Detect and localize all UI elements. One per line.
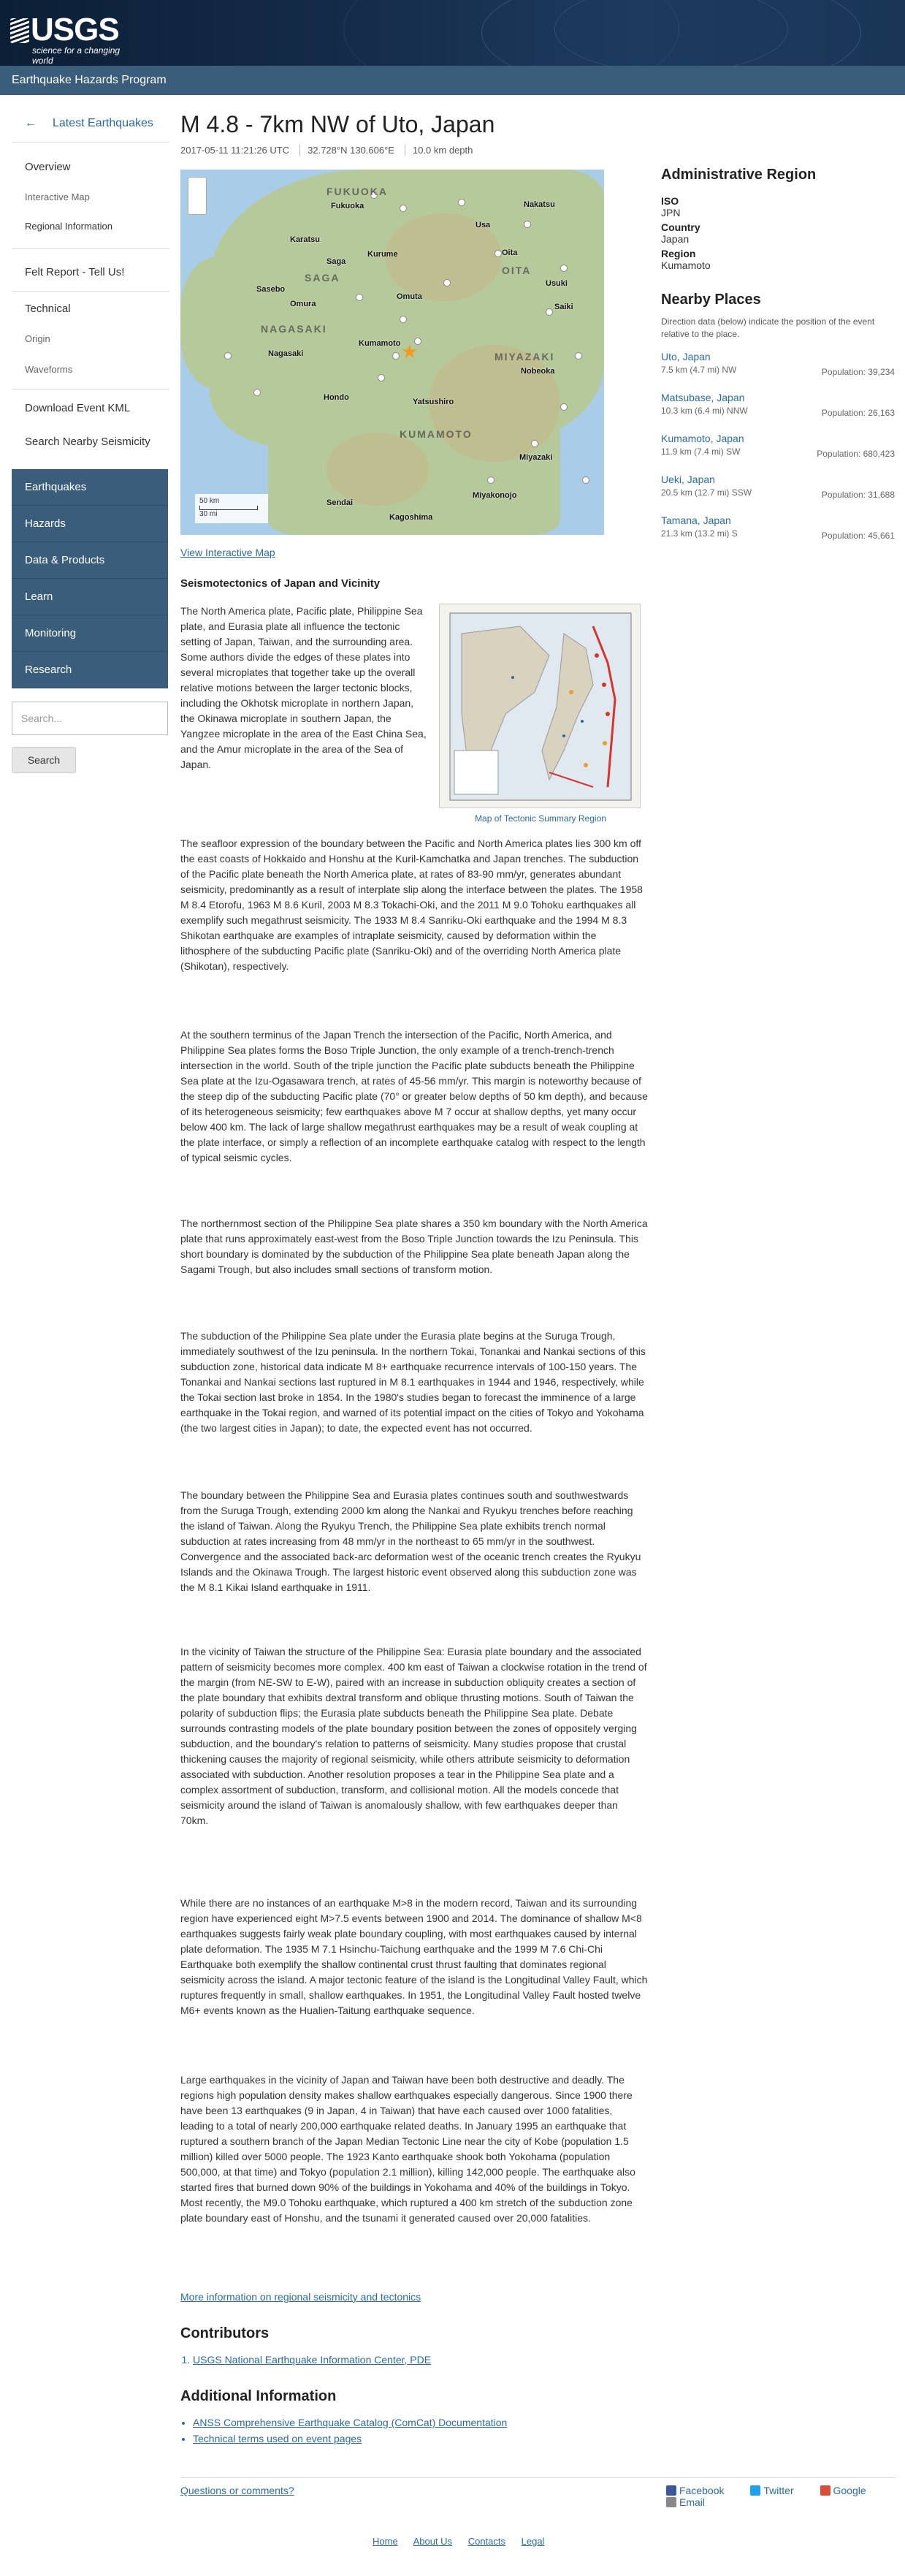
- sidebar-item-regional-information[interactable]: Regional Information: [25, 221, 112, 232]
- tectonics-heading: Seismotectonics of Japan and Vicinity: [180, 577, 381, 590]
- menu-item-earthquakes[interactable]: Earthquakes: [12, 469, 168, 506]
- event-side-panel: [661, 167, 895, 555]
- share-twitter[interactable]: Twitter: [750, 2485, 805, 2496]
- sidebar-item-search-nearby[interactable]: Search Nearby Seismicity: [25, 436, 150, 448]
- place-link[interactable]: Tamana, Japan: [661, 514, 731, 526]
- tectonics-paragraph: The boundary between the Philippine Sea and Eurasia plates continues south and southwestwards from the Suruga Trough, extending 2000 km along the Nankai and Ryukyu trenches before reaching the island of Taiwan. Along the Ryukyu Trench, the Philippine Sea plate exhibits trench normal subduction at rates increasing from 48 mm/yr in the northeast to 65 mm/yr in the southwest. Convergence and the associated back-arc deformation west of the oceanic trench creates the Ryukyu Islands and the Okinawa Trough. The largest historic event observed along this subduction zone was the M 8.1 Kikai Island earthquake in 1911.: [180, 1489, 641, 1593]
- menu-item-research[interactable]: Research: [12, 652, 168, 688]
- tectonics-paragraph: At the southern terminus of the Japan Trench the intersection of the Pacific, North America, and Philippine Sea plates forms the Boso Triple Junction, the only example of a trench-trench-trench intersection in the world. South of the triple junction the Pacific plate subducts beneath the Philippine Sea plate at the Izu-Ogasawara trench, at rates of 45-56 mm/yr. This margin is noteworthy because of the steep dip of the subducting Pacific plate (70° or greater below depths of 50 km depth), and because of its heterogeneous seismicity; few earthquakes above M 7 occur at shallow depths, yet many occur below 400 km. The lack of large shallow megathrust earthquakes may be a result of weak coupling at the plate interface, or simply a reflection of an incomplete earthquake catalog with respect to the length of typical seismic cycles.: [180, 1029, 648, 1163]
- contributor-link[interactable]: 1. USGS National Earthquake Information Center, PDE: [193, 2352, 431, 2368]
- footer-home-link[interactable]: Home: [373, 2536, 398, 2547]
- menu-item-data-products[interactable]: Data & Products: [12, 542, 168, 579]
- additional-info-list: [193, 2414, 507, 2447]
- tectonics-paragraph: The seafloor expression of the boundary between the Pacific and North America plates lies 300 km off the east coasts of Hokkaido and Honshu at the Kuril-Kamchatka and Japan trenches. The subduction of the Pacific plate beneath the North America plate, at rates of 83-90 mm/yr, generates abundant seismicity, predominantly as a result of interplate slip along the interface between the plates. The 1958 M 8.4 Etorofu, 1963 M 8.6 Kuril, 2003 M 8.3 Tokachi-Oki, and the 2011 M 9.0 Tohoku earthquakes all exemplify such megathrust seismicity. The 1933 M 8.4 Sanriku-Oki earthquake and the 1994 M 8.3 Shikotan earthquake are examples of intraplate seismicity, caused by deformation within the lithosphere of the subducting Pacific plate (Sanriku-Oki) and of the overriding North America plate (Shikotan), respectively.: [180, 837, 643, 972]
- technical-terms-link[interactable]: • Technical terms used on event pages: [193, 2431, 507, 2447]
- back-to-latest-link[interactable]: ← Latest Earthquakes: [25, 117, 153, 129]
- admin-region-heading: Administrative Region: [661, 167, 817, 183]
- program-bar: [0, 66, 905, 95]
- event-time: 2017-05-11 11:21:26 UTC: [180, 145, 300, 156]
- program-link[interactable]: Earthquake Hazards Program: [12, 74, 167, 86]
- footer-links: [373, 2536, 557, 2547]
- sidebar-item-interactive-map[interactable]: Interactive Map: [25, 191, 90, 202]
- share-facebook[interactable]: Facebook: [666, 2485, 736, 2496]
- contributors-list: [193, 2352, 431, 2368]
- footer-contacts-link[interactable]: Contacts: [467, 2536, 506, 2547]
- sidebar-item-felt-report[interactable]: Felt Report - Tell Us!: [25, 266, 125, 278]
- tectonic-map-image[interactable]: [439, 604, 641, 808]
- footer-about-link[interactable]: About Us: [413, 2536, 453, 2547]
- admin-region-fields: ISO JPN Country Japan Region Kumamoto: [661, 195, 711, 271]
- sidebar-item-download-kml[interactable]: Download Event KML: [25, 402, 131, 414]
- tectonics-paragraph: Large earthquakes in the vicinity of Japan and Taiwan have been both destructive and deadly. The regions high population density makes shallow earthquakes especially dangerous. Since 1900 there have been 13 earthquakes (9 in Japan, 4 in Taiwan) that have each caused over 1000 fatalities, leading to a total of nearly 200,000 earthquake related deaths. In January 1995 an earthquake that ruptured a southern branch of the Japan Median Tectonic Line near the city of Kobe (population 1.5 million) killed over 5000 people. The 1923 Kanto earthquake shook both Yokohama (population 500,000, at that time) and Tokyo (population 2.1 million), killing 142,000 people. The earthquake also started fires that burned down 90% of the buildings in Yokohama and 40% of the buildings in Tokyo. Most recently, the M9.0 Tohoku earthquake, which ruptured a 400 km stretch of the subduction zone plate boundary east of Honshu, and the tsunami it generated caused over 20,000 fatalities.: [180, 2074, 635, 2224]
- event-location: 32.728°N 130.606°E: [308, 145, 405, 156]
- tectonics-paragraph: The northernmost section of the Philippine Sea plate shares a 350 km boundary with the North America plate that runs approximately east-west from the Boso Triple Junction towards the Izu Peninsula. This short boundary is dominated by the subduction of the Philippine Sea plate beneath Japan along the Sagami Trough, but also includes small sections of transform motion.: [180, 1217, 648, 1275]
- site-menu: [12, 469, 168, 688]
- sidebar-item-waveforms[interactable]: Waveforms: [25, 364, 73, 375]
- event-title: M 4.8 - 7km NW of Uto, Japan: [180, 111, 495, 137]
- place-link[interactable]: Matsubase, Japan: [661, 392, 745, 403]
- place-link[interactable]: Kumamoto, Japan: [661, 433, 744, 444]
- epicenter-star-icon[interactable]: ★: [401, 341, 419, 362]
- email-icon: [666, 2497, 676, 2507]
- nearby-description: Direction data (below) indicate the position of the event relative to the place.: [661, 316, 875, 339]
- share-email[interactable]: Email: [666, 2496, 717, 2508]
- search-button[interactable]: Search: [12, 747, 76, 773]
- usgs-logo[interactable]: USGS science for a changing world: [10, 7, 134, 58]
- event-depth: 10.0 km depth: [412, 145, 473, 156]
- search-input[interactable]: Search...: [12, 702, 168, 735]
- menu-item-monitoring[interactable]: Monitoring: [12, 615, 168, 652]
- nearby-places-heading: Nearby Places: [661, 292, 761, 308]
- questions-link[interactable]: Questions or comments?: [180, 2485, 294, 2496]
- comcat-doc-link[interactable]: • ANSS Comprehensive Earthquake Catalog (ComCat) Documentation: [193, 2414, 507, 2431]
- list-item: Kumamoto, Japan 11.9 km (7.4 mi) SW Population: 680,423: [661, 433, 895, 459]
- sidebar-item-origin[interactable]: Origin: [25, 333, 50, 344]
- facebook-icon: [666, 2485, 676, 2496]
- view-interactive-map-link[interactable]: View Interactive Map: [180, 547, 275, 558]
- list-item: Matsubase, Japan 10.3 km (6.4 mi) NNW Population: 26,163: [661, 392, 895, 418]
- event-summary: [180, 145, 490, 156]
- footer-legal-link[interactable]: Legal: [521, 2536, 545, 2547]
- site-header: [0, 0, 905, 66]
- additional-info-heading: Additional Information: [180, 2388, 337, 2404]
- map-zoom-control[interactable]: [188, 177, 207, 215]
- usgs-wave-icon: [10, 18, 29, 43]
- sidebar-item-technical[interactable]: Technical: [25, 303, 71, 315]
- contributors-heading: Contributors: [180, 2325, 270, 2341]
- tectonic-summary-figure[interactable]: [435, 604, 646, 823]
- event-map[interactable]: ★ Fukuoka Karatsu Saga Kurume Sasebo Omura Nagasaki Kumamoto Hondo Yatsushiro Oita Usa Nobeoka Saiki Usuki Miyazaki Sendai Kagoshima Miyakonojo Nakatsu Omuta FUKUOKA SAGA NAGASAKI KUMAMOTO MIYAZAKI OITA 50 km 30 mi: [180, 170, 604, 535]
- map-scale: 50 km 30 mi: [195, 494, 268, 523]
- twitter-icon: [750, 2485, 760, 2496]
- tectonics-paragraph: The subduction of the Philippine Sea plate under the Eurasia plate begins at the Suruga Trough, immediately southwest of the Izu peninsula. In the northern Tokai, Tonankai and Nankai sections of this subduction zone, historical data indicate M 8+ earthquake recurrence intervals of 100-150 years. The Tonankai and Nankai sections last ruptured in M 8.1 earthquakes in 1944 and 1946, respectively, while the Tokai section last broke in 1854. In the 1980's studies began to forecast the imminence of a large earthquake in the Tokai region, and warned of its potential impact on the cities of Tokyo and Yokohama (the two largest cities in Japan); to date, the expected event has not occurred.: [180, 1330, 646, 1434]
- figure-caption[interactable]: Map of Tectonic Summary Region: [475, 813, 606, 824]
- menu-item-hazards[interactable]: Hazards: [12, 506, 168, 542]
- tectonics-paragraph: While there are no instances of an earthquake M>8 in the modern record, Taiwan and its surrounding region have experienced eight M>7.5 events between 1900 and 2014. The dominance of shallow M<8 earthquakes suggests fairly weak plate boundary coupling, with most earthquakes caused by internal plate deformation. The 1935 M 7.1 Hsinchu-Taichung earthquake and the 1999 M 7.6 Chi-Chi Earthquake both exemplify the shallow continental crust thrust faulting that dominates regional seismicity across the island. A major tectonic feature of the island is the Longitudinal Valley Fault, which ruptures frequently in small, shallow earthquakes. In 1951, the Longitudinal Valley Fault hosted twelve M6+ events known as the Hualien-Taitung earthquake sequence.: [180, 1897, 648, 2016]
- google-icon: [820, 2485, 830, 2496]
- arrow-left-icon: ←: [25, 117, 37, 129]
- share-google[interactable]: Google: [820, 2485, 878, 2496]
- list-item: Tamana, Japan 21.3 km (13.2 mi) S Population: 45,661: [661, 514, 895, 541]
- tectonics-paragraph: The North America plate, Pacific plate, Philippine Sea plate, and Eurasia plate all influence the tectonic setting of Japan, Taiwan, and the surrounding area. Some authors divide the edges of these plates into several microplates that together take up the overall relative motions between the larger tectonic blocks, including the Okhotsk microplate in northern Japan, the Okinawa microplate in southern Japan, the Yangzee microplate in the area of the East China Sea, and the Amur microplate in the area of the Sea of Japan.: [180, 605, 427, 770]
- place-link[interactable]: Ueki, Japan: [661, 474, 715, 485]
- tectonics-paragraph: In the vicinity of Taiwan the structure of the Philippine Sea: Eurasia plate boundary and the associated pattern of seismicity becomes more complex. 400 km east of Taiwan a clockwise rotation in the trend of the margin (from NE-SW to E-W), paired with an increase in subduction obliquity creates a section of the plate boundary that exhibits dextral transform and oblique thrusting motions. South of Taiwan the polarity of subduction flips; the Eurasia plate subducts beneath the Philippine Sea plate. Debate surrounds contrasting models of the plate boundary position between the zones of oppositely verging subduction, and the boundary's relation to patterns of seismicity. Many studies propose that crustal thickening causes the majority of regional seismicity, while others attribute seismicity to deformation associated with subduction. Another resolution proposes a tear in the Philippine Sea plate and a complex assortment of subduction, transform, and collisional motion. All the models concede that seismicity around the island of Taiwan is anomalously shallow, with few earthquakes deeper than 70km.: [180, 1646, 647, 1826]
- place-link[interactable]: Uto, Japan: [661, 351, 711, 362]
- sidebar-item-overview[interactable]: Overview: [25, 161, 71, 173]
- list-item: Uto, Japan 7.5 km (4.7 mi) NW Population: 39,234: [661, 351, 895, 377]
- list-item: Ueki, Japan 20.5 km (12.7 mi) SSW Population: 31,688: [661, 474, 895, 500]
- menu-item-learn[interactable]: Learn: [12, 579, 168, 615]
- more-regional-info-link[interactable]: More information on regional seismicity and tectonics: [180, 2291, 421, 2303]
- share-links: [666, 2485, 905, 2508]
